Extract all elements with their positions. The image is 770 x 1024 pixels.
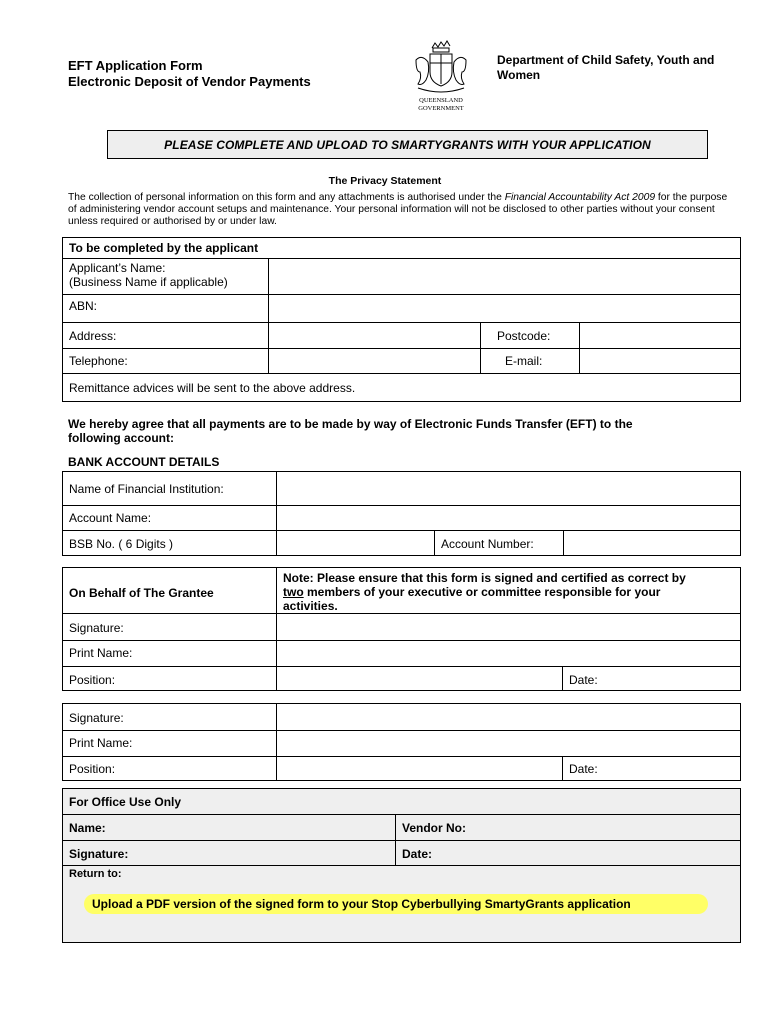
position-label-1: Position: [69, 673, 116, 687]
grantee-note-two: two [283, 585, 304, 599]
bsb-label: BSB No. ( 6 Digits ) [69, 537, 174, 551]
account-number-field[interactable] [563, 530, 740, 555]
form-title-line-1: EFT Application Form [68, 58, 203, 73]
privacy-text-part-1: The collection of personal information on this form and any attachments is authorised under the [68, 192, 505, 203]
office-date-label: Date: [402, 847, 433, 861]
office-vendor-label: Vendor No: [402, 821, 467, 835]
applicant-name-label-line-1: Applicant’s Name: [69, 261, 166, 275]
account-number-label: Account Number: [441, 537, 534, 551]
grantee-note [283, 571, 738, 613]
office-use-section [62, 788, 741, 943]
institution-field[interactable] [276, 472, 740, 505]
department-name: Department of Child Safety, Youth and Women [497, 53, 715, 82]
abn-label: ABN: [69, 299, 98, 313]
office-name-label: Name: [69, 821, 106, 835]
crest-text-government: GOVERNMENT [418, 105, 464, 112]
position-field-2[interactable] [276, 756, 562, 780]
bank-details-heading: BANK ACCOUNT DETAILS [68, 455, 220, 469]
telephone-field[interactable] [268, 348, 480, 373]
address-label: Address: [69, 329, 117, 343]
return-to-label: Return to: [69, 868, 122, 880]
institution-label: Name of Financial Institution: [69, 482, 224, 496]
signature-label-2: Signature: [69, 711, 124, 725]
applicant-name-label [69, 261, 228, 289]
queensland-government-crest-logo [408, 40, 474, 116]
applicant-name-field[interactable] [268, 258, 740, 294]
print-name-label-2: Print Name: [69, 736, 133, 750]
position-label-2: Position: [69, 762, 116, 776]
eft-agreement [68, 417, 738, 445]
grantee-heading: On Behalf of The Grantee [69, 586, 214, 600]
privacy-statement-text [68, 192, 738, 229]
print-name-field-2[interactable] [276, 730, 740, 756]
applicant-section [62, 237, 741, 402]
date-field-2[interactable] [603, 756, 740, 780]
grantee-note-line-1: Note: Please ensure that this form is signed and certified as correct by [283, 571, 686, 585]
office-use-heading: For Office Use Only [69, 795, 182, 809]
privacy-text-part-2: for the purpose of administering vendor account setups and maintenance. Your personal information will not be disclosed to other parties without your consent unless required or authorised by or under law. [68, 192, 728, 228]
form-title-line-2: Electronic Deposit of Vendor Payments [68, 74, 311, 89]
account-name-label: Account Name: [69, 511, 152, 525]
applicant-name-label-line-2: (Business Name if applicable) [69, 275, 228, 289]
email-field[interactable] [579, 348, 740, 373]
postcode-field[interactable] [579, 322, 740, 348]
telephone-label: Telephone: [69, 354, 128, 368]
privacy-act-name: Financial Accountability Act 2009 [504, 192, 656, 203]
print-name-label-1: Print Name: [69, 646, 133, 660]
grantee-signatory-1 [62, 567, 741, 691]
print-name-field-1[interactable] [276, 640, 740, 666]
date-label-1: Date: [569, 673, 598, 687]
grantee-note-line-3: activities. [283, 599, 338, 613]
account-name-field[interactable] [276, 505, 740, 530]
abn-field[interactable] [268, 294, 740, 322]
address-field[interactable] [268, 322, 480, 348]
signature-field-2[interactable] [276, 704, 740, 730]
grantee-note-line-2 [283, 585, 738, 599]
email-label: E-mail: [505, 354, 543, 368]
upload-instruction-note: Upload a PDF version of the signed form to your Stop Cyberbullying SmartyGrants application [84, 894, 708, 914]
signature-field-1[interactable] [276, 613, 740, 640]
crest-text-queensland: QUEENSLAND [419, 97, 463, 104]
form-title [68, 58, 388, 90]
applicant-heading: To be completed by the applicant [69, 241, 259, 255]
date-label-2: Date: [569, 762, 598, 776]
grantee-signatory-2 [62, 703, 741, 781]
upload-instruction-banner: PLEASE COMPLETE AND UPLOAD TO SMARTYGRANTS WITH YOUR APPLICATION [107, 130, 708, 159]
eft-agreement-line-2: following account: [68, 431, 174, 445]
postcode-label: Postcode: [497, 329, 551, 343]
grantee-note-line-2-rest: members of your executive or committee responsible for your [303, 585, 661, 599]
bank-details-table [62, 471, 741, 556]
privacy-statement-title: The Privacy Statement [328, 175, 442, 187]
eft-agreement-line-1: We hereby agree that all payments are to be made by way of Electronic Funds Transfer (EFT) to the [68, 417, 633, 431]
remittance-note: Remittance advices will be sent to the above address. [69, 381, 356, 395]
position-field-1[interactable] [276, 666, 562, 690]
date-field-1[interactable] [603, 666, 740, 690]
bsb-field[interactable] [276, 530, 434, 555]
signature-label-1: Signature: [69, 621, 124, 635]
office-signature-label: Signature: [69, 847, 129, 861]
